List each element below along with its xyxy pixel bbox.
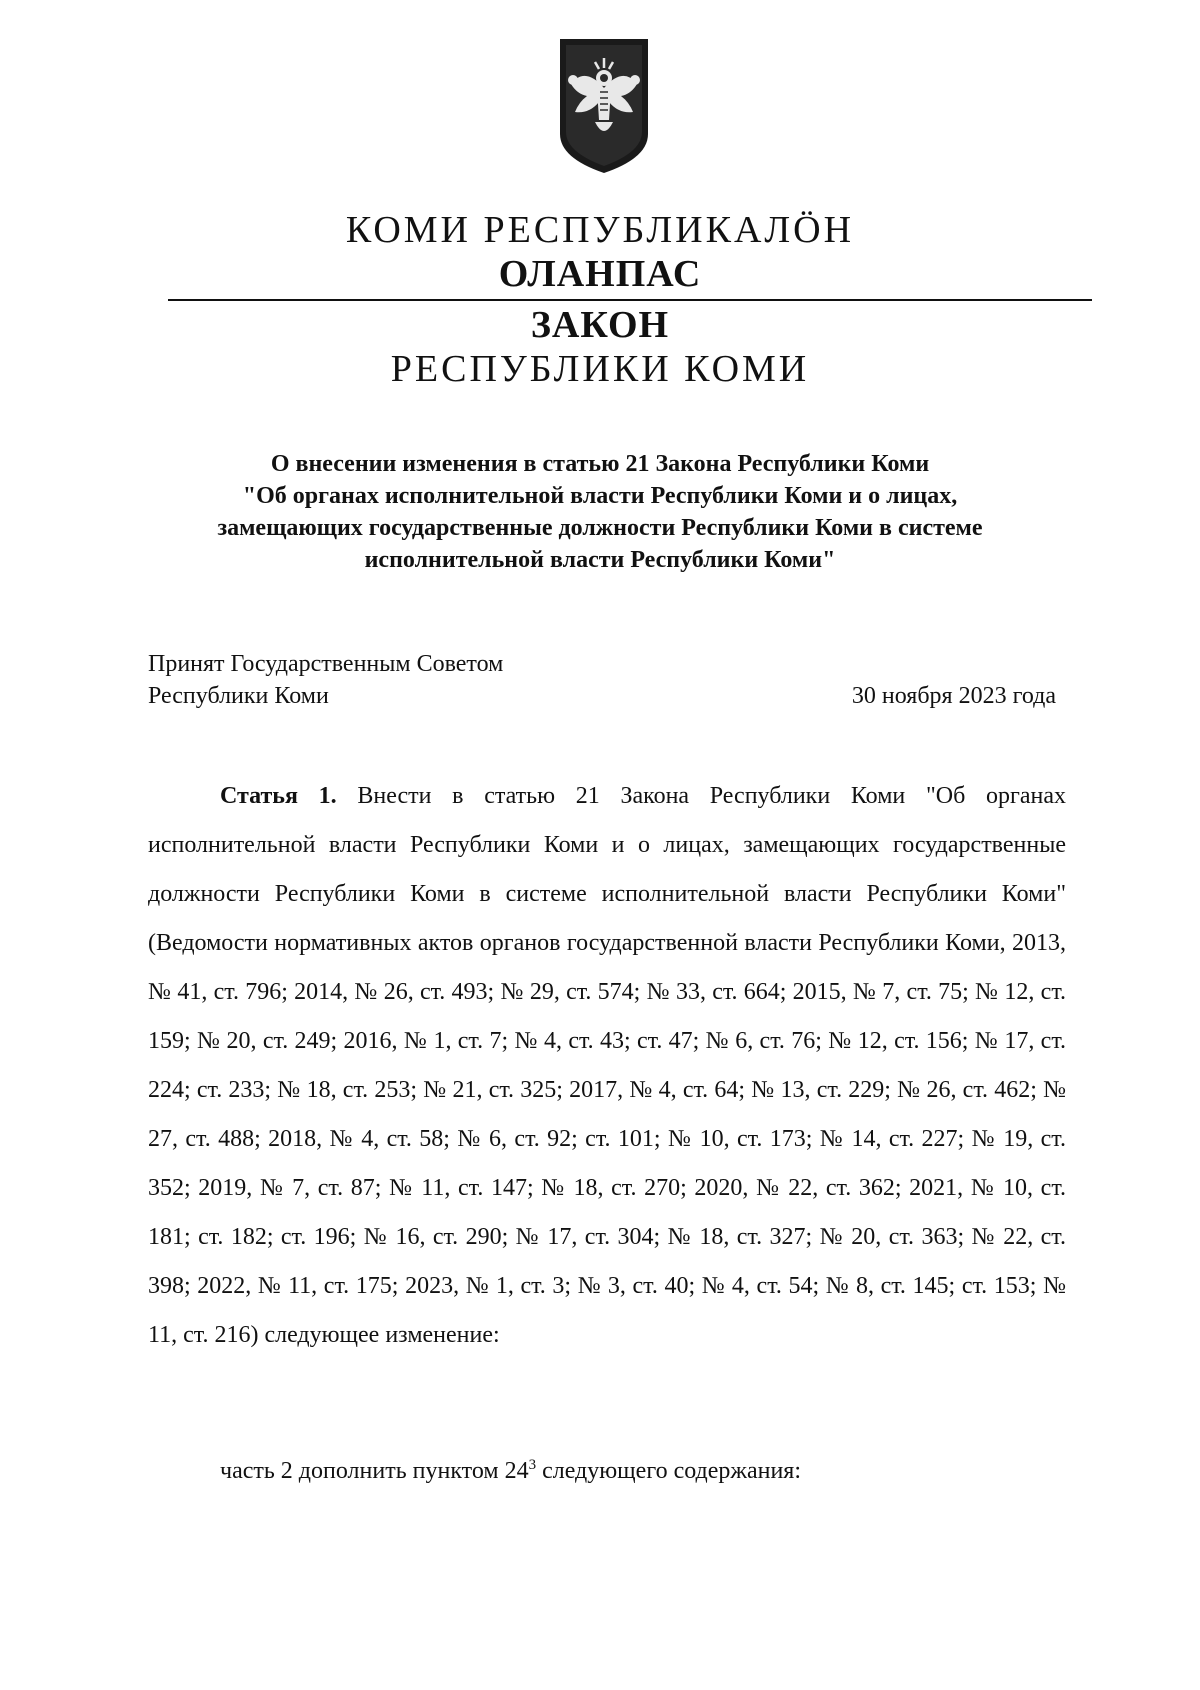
law-title-line: "Об органах исполнительной власти Республики Коми и о лицах, — [242, 483, 958, 509]
law-title-line: замещающих государственные должности Республики Коми в системе — [217, 515, 983, 541]
header-republic-russian: РЕСПУБЛИКИ КОМИ — [390, 348, 810, 390]
law-title-line: О внесении изменения в статью 21 Закона Республики Коми — [270, 451, 930, 477]
komi-coat-of-arms-icon — [557, 36, 651, 176]
law-title — [140, 448, 1060, 576]
article-1-paragraph — [148, 772, 1066, 1360]
header-divider — [168, 299, 1092, 301]
amendment-paragraph — [220, 1455, 801, 1487]
header-komi-republic: КОМИ РЕСПУБЛИКАЛÖН — [345, 209, 855, 251]
amendment-prefix: часть 2 дополнить пунктом 24 — [220, 1458, 529, 1484]
amendment-suffix: следующего содержания: — [536, 1458, 802, 1484]
adoption-line: Республики Коми — [148, 683, 329, 709]
adoption-line: Принят Государственным Советом — [148, 651, 504, 677]
article-label: Статья 1. — [220, 783, 337, 809]
header-law-russian: ЗАКОН — [530, 304, 670, 346]
article-text: Внести в статью 21 Закона Республики Коми "Об органах исполнительной власти Республики Коми и о лицах, замещающих государственные должности Республики Коми в системе исполнительной власти Республики Коми" (Ведомости нормативных актов органов государственной власти Республики Коми, 2013, № 41, ст. 796; 2014, № 26, ст. 493; № 29, ст. 574; № 33, ст. 664; 2015, № 7, ст. 75; № 12, ст. 159; № 20, ст. 249; 2016, № 1, ст. 7; № 4, ст. 43; ст. 47; № 6, ст. 76; № 12, ст. 156; № 17, ст. 224; ст. 233; № 18, ст. 253; № 21, ст. 325; 2017, № 4, ст. 64; № 13, ст. 229; № 26, ст. 462; № 27, ст. 488; 2018, № 4, ст. 58; № 6, ст. 92; ст. 101; № 10, ст. 173; № 14, ст. 227; № 19, ст. 352; 2019, № 7, ст. 87; № 11, ст. 147; № 18, ст. 270; 2020, № 22, ст. 362; 2021, № 10, ст. 181; ст. 182; ст. 196; № 16, ст. 290; № 17, ст. 304; № 18, ст. 327; № 20, ст. 363; № 22, ст. 398; 2022, № 11, ст. 175; 2023, № 1, ст. 3; № 3, ст. 40; № 4, ст. 54; № 8, ст. 145; ст. 153; № 11, ст. 216) следующее изменение: — [148, 783, 1067, 1348]
amendment-superscript: 3 — [528, 1457, 537, 1473]
law-title-line: исполнительной власти Республики Коми" — [364, 547, 836, 573]
header-law-komi: ОЛАНПАС — [498, 253, 702, 295]
adoption-date: 30 ноября 2023 года — [851, 683, 1056, 709]
adoption-statement — [148, 648, 503, 712]
